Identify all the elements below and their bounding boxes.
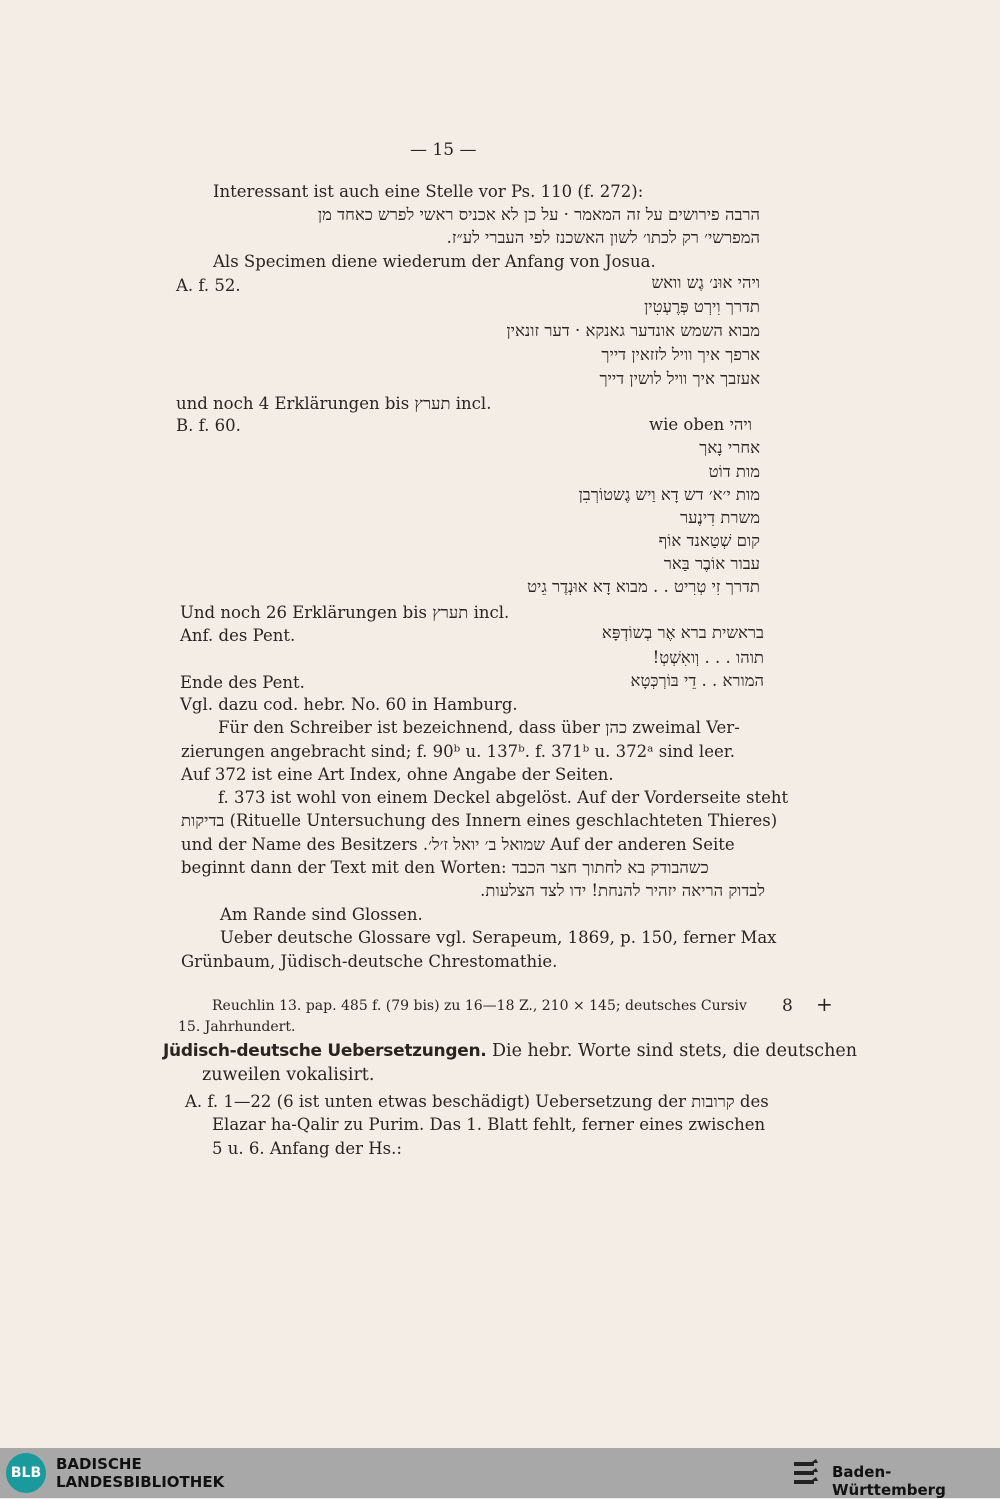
body-line: Als Specimen diene wiederum der Anfang von Josua. xyxy=(213,252,656,271)
state-lions-icon xyxy=(790,1456,824,1490)
entry-mark: + xyxy=(816,992,833,1016)
hebrew-gloss-line: המורא . . דֵי בּוֹרְכְּטָא xyxy=(630,671,764,690)
entry-meta: Reuchlin 13. pap. 485 f. (79 bis) zu 16—18 Z., 210 ⨯ 145; deutsches Cursiv xyxy=(212,998,747,1014)
body-line: A. f. 1—22 (6 ist unten etwas beschädigt) Uebersetzung der קרובות des xyxy=(185,1092,769,1111)
hebrew-gloss-line: ארפך איך וויל לזזאין דייך xyxy=(601,345,760,364)
body-line: zierungen angebracht sind; f. 90ᵇ u. 137ᵇ. f. 371ᵇ u. 372ᵃ sind leer. xyxy=(181,742,736,761)
body-line: Elazar ha-Qalir zu Purim. Das 1. Blatt fehlt, ferner eines zwischen xyxy=(212,1115,766,1134)
body-line: Anf. des Pent. xyxy=(180,626,296,645)
hebrew-gloss-line: ויהי אוּנ׳ גֶש וואש xyxy=(651,273,760,292)
body-line: beginnt dann der Text mit den Worten: כשהבודק בא לחתוך חצר הכבד xyxy=(181,858,709,877)
hebrew-gloss-line: אעזבך איך וויל לושין דייך xyxy=(599,369,760,388)
body-line: Und noch 26 Erklärungen bis תערץ incl. xyxy=(180,603,510,622)
library-name[interactable]: BADISCHE LANDESBIBLIOTHEK xyxy=(56,1455,225,1491)
body-line: Am Rande sind Glossen. xyxy=(220,905,423,924)
hebrew-gloss-line: עבור אוֹבֶר בַּאר xyxy=(663,554,760,573)
entry-title-bold: Jüdisch-deutsche Uebersetzungen. xyxy=(163,1041,487,1061)
body-line: Auf 372 ist eine Art Index, ohne Angabe der Seiten. xyxy=(181,765,614,784)
gloss-line: wie oben ויהי xyxy=(649,415,752,434)
viewer-footer xyxy=(0,1448,1000,1498)
hebrew-gloss-line: משרת דִינֶער xyxy=(680,508,760,527)
entry-title: zuweilen vokalisirt. xyxy=(202,1065,375,1085)
body-line: בדיקות (Rituelle Untersuchung des Innern eines geschlachteten Thieres) xyxy=(181,811,778,830)
body-line: 5 u. 6. Anfang der Hs.: xyxy=(212,1139,402,1158)
blb-logo[interactable]: BLB xyxy=(6,1453,46,1493)
hebrew-gloss-line: מבוא השמש אונדער גאנקא · דער זונאין xyxy=(506,321,760,340)
body-line: und der Name des Besitzers שמואל ב׳ יואל ז׳ל׳. Auf der anderen Seite xyxy=(181,835,735,854)
section-label-b: B. f. 60. xyxy=(176,416,241,435)
body-line: f. 373 ist wohl von einem Deckel abgelöst. Auf der Vorderseite steht xyxy=(218,788,789,807)
hebrew-line: המפרשי׳ רק לכתו׳ לשון האשכנז לפי העברי לע״ז. xyxy=(446,228,760,247)
entry-meta: 15. Jahrhundert. xyxy=(178,1019,296,1035)
body-line: Für den Schreiber ist bezeichnend, dass über כהן zweimal Ver- xyxy=(218,718,740,737)
body-line: Ende des Pent. xyxy=(180,673,305,692)
body-line: und noch 4 Erklärungen bis תערץ incl. xyxy=(176,394,492,413)
body-line: Grünbaum, Jüdisch-deutsche Chrestomathie. xyxy=(181,952,558,971)
entry-number: 8 xyxy=(782,996,793,1016)
section-label-a: A. f. 52. xyxy=(176,276,241,295)
hebrew-line: לבדוק הריאה יזהיר להנחת! ידו לצד הצלעות. xyxy=(480,881,765,900)
entry-title: Jüdisch-deutsche Uebersetzungen. Die hebr. Worte sind stets, die deutschen xyxy=(163,1041,857,1061)
page-number: — 15 — xyxy=(410,140,477,160)
hebrew-gloss-line: אחרי נָאך xyxy=(699,438,760,457)
hebrew-gloss-line: מות י׳א׳ דש דָא וַיש גֶשטוֹרְבִן xyxy=(578,485,760,504)
hebrew-gloss-line: מות דוֹט xyxy=(708,462,760,481)
body-line: Ueber deutsche Glossare vgl. Serapeum, 1869, p. 150, ferner Max xyxy=(220,928,777,947)
hebrew-gloss-line: בראשית ברא אֶר בְשוֹדְפָּא xyxy=(601,623,764,642)
state-name[interactable]: Baden-Württemberg xyxy=(832,1463,946,1499)
hebrew-line: הרבה פירושים על זה המאמר · על כן לא אכניס ראשי לפרש כאחד מן xyxy=(317,205,760,224)
hebrew-gloss-line: תדרך וִירְט פְּרֶעְטִין xyxy=(644,297,760,316)
body-line: Vgl. dazu cod. hebr. No. 60 in Hamburg. xyxy=(180,695,518,714)
hebrew-gloss-line: תדרך זִי טְרִיט . . מבוא דָא אוּנְדֶר גֵיט xyxy=(527,577,760,596)
hebrew-gloss-line: קום שְׁטַאנד אוֹף xyxy=(658,531,760,550)
body-line: Interessant ist auch eine Stelle vor Ps. 110 (f. 272): xyxy=(213,182,644,201)
hebrew-gloss-line: תוהו . . . וְואִשְׁטְ! xyxy=(652,648,764,667)
